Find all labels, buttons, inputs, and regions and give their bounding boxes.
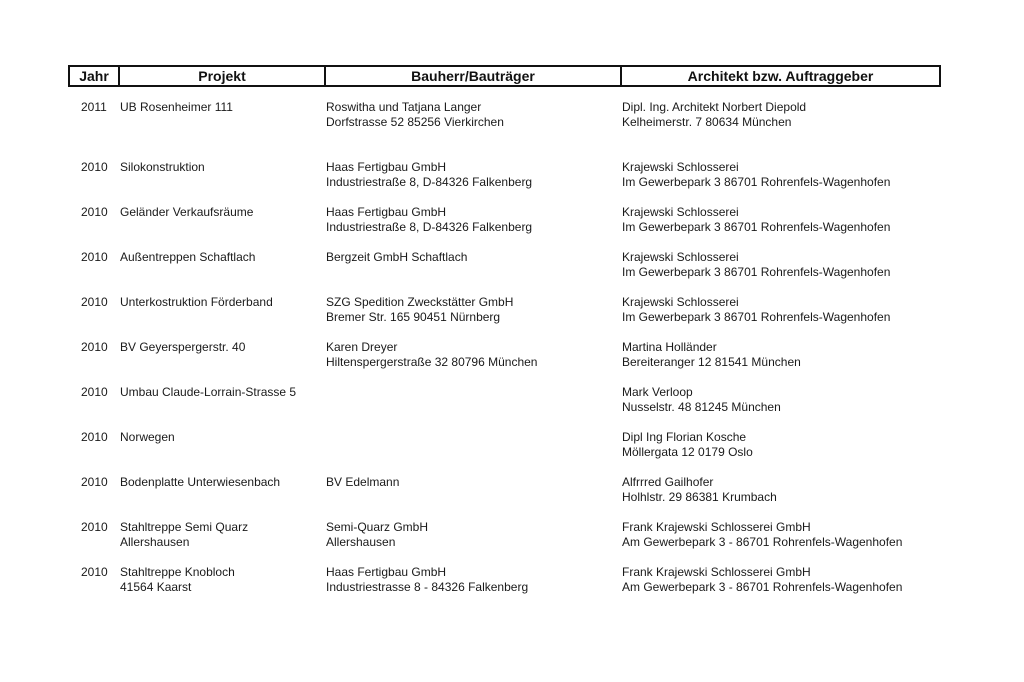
cell-projekt [120, 430, 175, 445]
jahr-value: 2010 [81, 565, 108, 579]
projekt-line-1: Silokonstruktion [120, 160, 205, 174]
cell-projekt [120, 205, 253, 220]
projekt-line-1: Geländer Verkaufsräume [120, 205, 254, 219]
bauherr-line-1: Haas Fertigbau GmbH [326, 205, 447, 219]
projekt-line-1: Außentreppen Schaftlach [120, 250, 256, 264]
bauherr-line-2: Hiltenspergerstraße 32 80796 München [326, 355, 538, 369]
projekt-line-1: BV Geyerspergerstr. 40 [120, 340, 246, 354]
cell-architekt [622, 520, 902, 550]
jahr-value: 2011 [81, 100, 107, 114]
cell-projekt [120, 250, 255, 265]
architekt-line-1: Frank Krajewski Schlosserei GmbH [622, 565, 811, 579]
cell-projekt [120, 520, 248, 550]
architekt-line-1: Mark Verloop [622, 385, 693, 399]
architekt-line-1: Dipl. Ing. Architekt Norbert Diepold [622, 100, 807, 114]
architekt-line-1: Krajewski Schlosserei [622, 295, 739, 309]
projekt-line-1: Stahltreppe Knobloch [120, 565, 235, 579]
architekt-line-1: Dipl Ing Florian Kosche [622, 430, 747, 444]
cell-bauherr [326, 565, 528, 595]
cell-architekt [622, 250, 890, 280]
header-jahr: Jahr [70, 67, 120, 85]
architekt-line-1: Alfrrred Gailhofer [622, 475, 714, 489]
cell-jahr [81, 160, 108, 175]
cell-bauherr [326, 295, 513, 325]
architekt-line-2: Nusselstr. 48 81245 München [622, 400, 781, 414]
bauherr-line-1: Semi-Quarz GmbH [326, 520, 429, 534]
architekt-line-2: Im Gewerbepark 3 86701 Rohrenfels-Wagenhofen [622, 310, 891, 324]
architekt-line-1: Krajewski Schlosserei [622, 250, 739, 264]
table-header [68, 65, 941, 87]
architekt-line-2: Am Gewerbepark 3 - 86701 Rohrenfels-Wagenhofen [622, 580, 903, 594]
architekt-line-2: Im Gewerbepark 3 86701 Rohrenfels-Wagenhofen [622, 175, 891, 189]
projekt-line-1: Norwegen [120, 430, 175, 444]
cell-projekt [120, 475, 280, 490]
cell-projekt [120, 100, 233, 115]
cell-architekt [622, 340, 801, 370]
architekt-line-1: Krajewski Schlosserei [622, 205, 739, 219]
projekt-line-1: UB Rosenheimer 111 [120, 100, 233, 114]
cell-bauherr [326, 160, 532, 190]
cell-bauherr [326, 475, 399, 490]
header-projekt: Projekt [120, 67, 326, 85]
bauherr-line-1: Haas Fertigbau GmbH [326, 565, 447, 579]
projekt-line-1: Umbau Claude-Lorrain-Strasse 5 [120, 385, 297, 399]
architekt-line-1: Frank Krajewski Schlosserei GmbH [622, 520, 811, 534]
jahr-value: 2010 [81, 295, 108, 309]
architekt-line-2: Holhlstr. 29 86381 Krumbach [622, 490, 777, 504]
cell-jahr [81, 520, 108, 535]
cell-architekt [622, 385, 781, 415]
jahr-value: 2010 [81, 340, 108, 354]
cell-projekt [120, 565, 235, 595]
cell-projekt [120, 295, 273, 310]
jahr-value: 2010 [81, 205, 108, 219]
cell-projekt [120, 160, 205, 175]
cell-architekt [622, 475, 777, 505]
bauherr-line-1: SZG Spedition Zweckstätter GmbH [326, 295, 514, 309]
bauherr-line-2: Dorfstrasse 52 85256 Vierkirchen [326, 115, 504, 129]
bauherr-line-2: Industriestraße 8, D-84326 Falkenberg [326, 175, 533, 189]
header-architekt: Architekt bzw. Auftraggeber [687, 68, 874, 84]
architekt-line-1: Krajewski Schlosserei [622, 160, 739, 174]
jahr-value: 2010 [81, 520, 108, 534]
cell-jahr [81, 430, 108, 445]
cell-architekt [622, 100, 806, 130]
cell-jahr [81, 565, 108, 580]
architekt-line-2: Bereiteranger 12 81541 München [622, 355, 801, 369]
architekt-line-2: Am Gewerbepark 3 - 86701 Rohrenfels-Wagenhofen [622, 535, 903, 549]
jahr-value: 2010 [81, 385, 108, 399]
cell-bauherr [326, 205, 532, 235]
cell-architekt [622, 295, 890, 325]
projekt-line-2: Allershausen [120, 535, 190, 549]
cell-architekt [622, 565, 902, 595]
cell-jahr [81, 340, 108, 355]
projekt-line-1: Unterkostruktion Förderband [120, 295, 273, 309]
bauherr-line-1: BV Edelmann [326, 475, 400, 489]
architekt-line-2: Im Gewerbepark 3 86701 Rohrenfels-Wagenhofen [622, 220, 891, 234]
cell-bauherr [326, 340, 537, 370]
cell-jahr [81, 100, 107, 115]
cell-projekt [120, 340, 245, 355]
cell-jahr [81, 205, 108, 220]
architekt-line-1: Martina Holländer [622, 340, 717, 354]
bauherr-line-2: Industriestraße 8, D-84326 Falkenberg [326, 220, 533, 234]
cell-jahr [81, 385, 108, 400]
cell-jahr [81, 475, 108, 490]
cell-jahr [81, 250, 108, 265]
architekt-line-2: Im Gewerbepark 3 86701 Rohrenfels-Wagenhofen [622, 265, 891, 279]
bauherr-line-1: Karen Dreyer [326, 340, 398, 354]
jahr-value: 2010 [81, 430, 108, 444]
cell-bauherr [326, 250, 467, 265]
cell-bauherr [326, 100, 504, 130]
jahr-value: 2010 [81, 475, 108, 489]
jahr-value: 2010 [81, 160, 108, 174]
header-bauherr: Bauherr/Bauträger [326, 67, 622, 85]
cell-jahr [81, 295, 108, 310]
jahr-value: 2010 [81, 250, 108, 264]
projekt-line-2: 41564 Kaarst [120, 580, 192, 594]
architekt-line-2: Kelheimerstr. 7 80634 München [622, 115, 792, 129]
bauherr-line-1: Haas Fertigbau GmbH [326, 160, 447, 174]
projekt-line-1: Stahltreppe Semi Quarz [120, 520, 249, 534]
cell-bauherr [326, 520, 428, 550]
bauherr-line-2: Allershausen [326, 535, 396, 549]
cell-architekt [622, 430, 753, 460]
bauherr-line-2: Industriestrasse 8 - 84326 Falkenberg [326, 580, 529, 594]
cell-projekt [120, 385, 296, 400]
cell-architekt [622, 160, 890, 190]
bauherr-line-1: Bergzeit GmbH Schaftlach [326, 250, 468, 264]
bauherr-line-2: Bremer Str. 165 90451 Nürnberg [326, 310, 501, 324]
projekt-line-1: Bodenplatte Unterwiesenbach [120, 475, 281, 489]
architekt-line-2: Möllergata 12 0179 Oslo [622, 445, 753, 459]
cell-architekt [622, 205, 890, 235]
bauherr-line-1: Roswitha und Tatjana Langer [326, 100, 482, 114]
